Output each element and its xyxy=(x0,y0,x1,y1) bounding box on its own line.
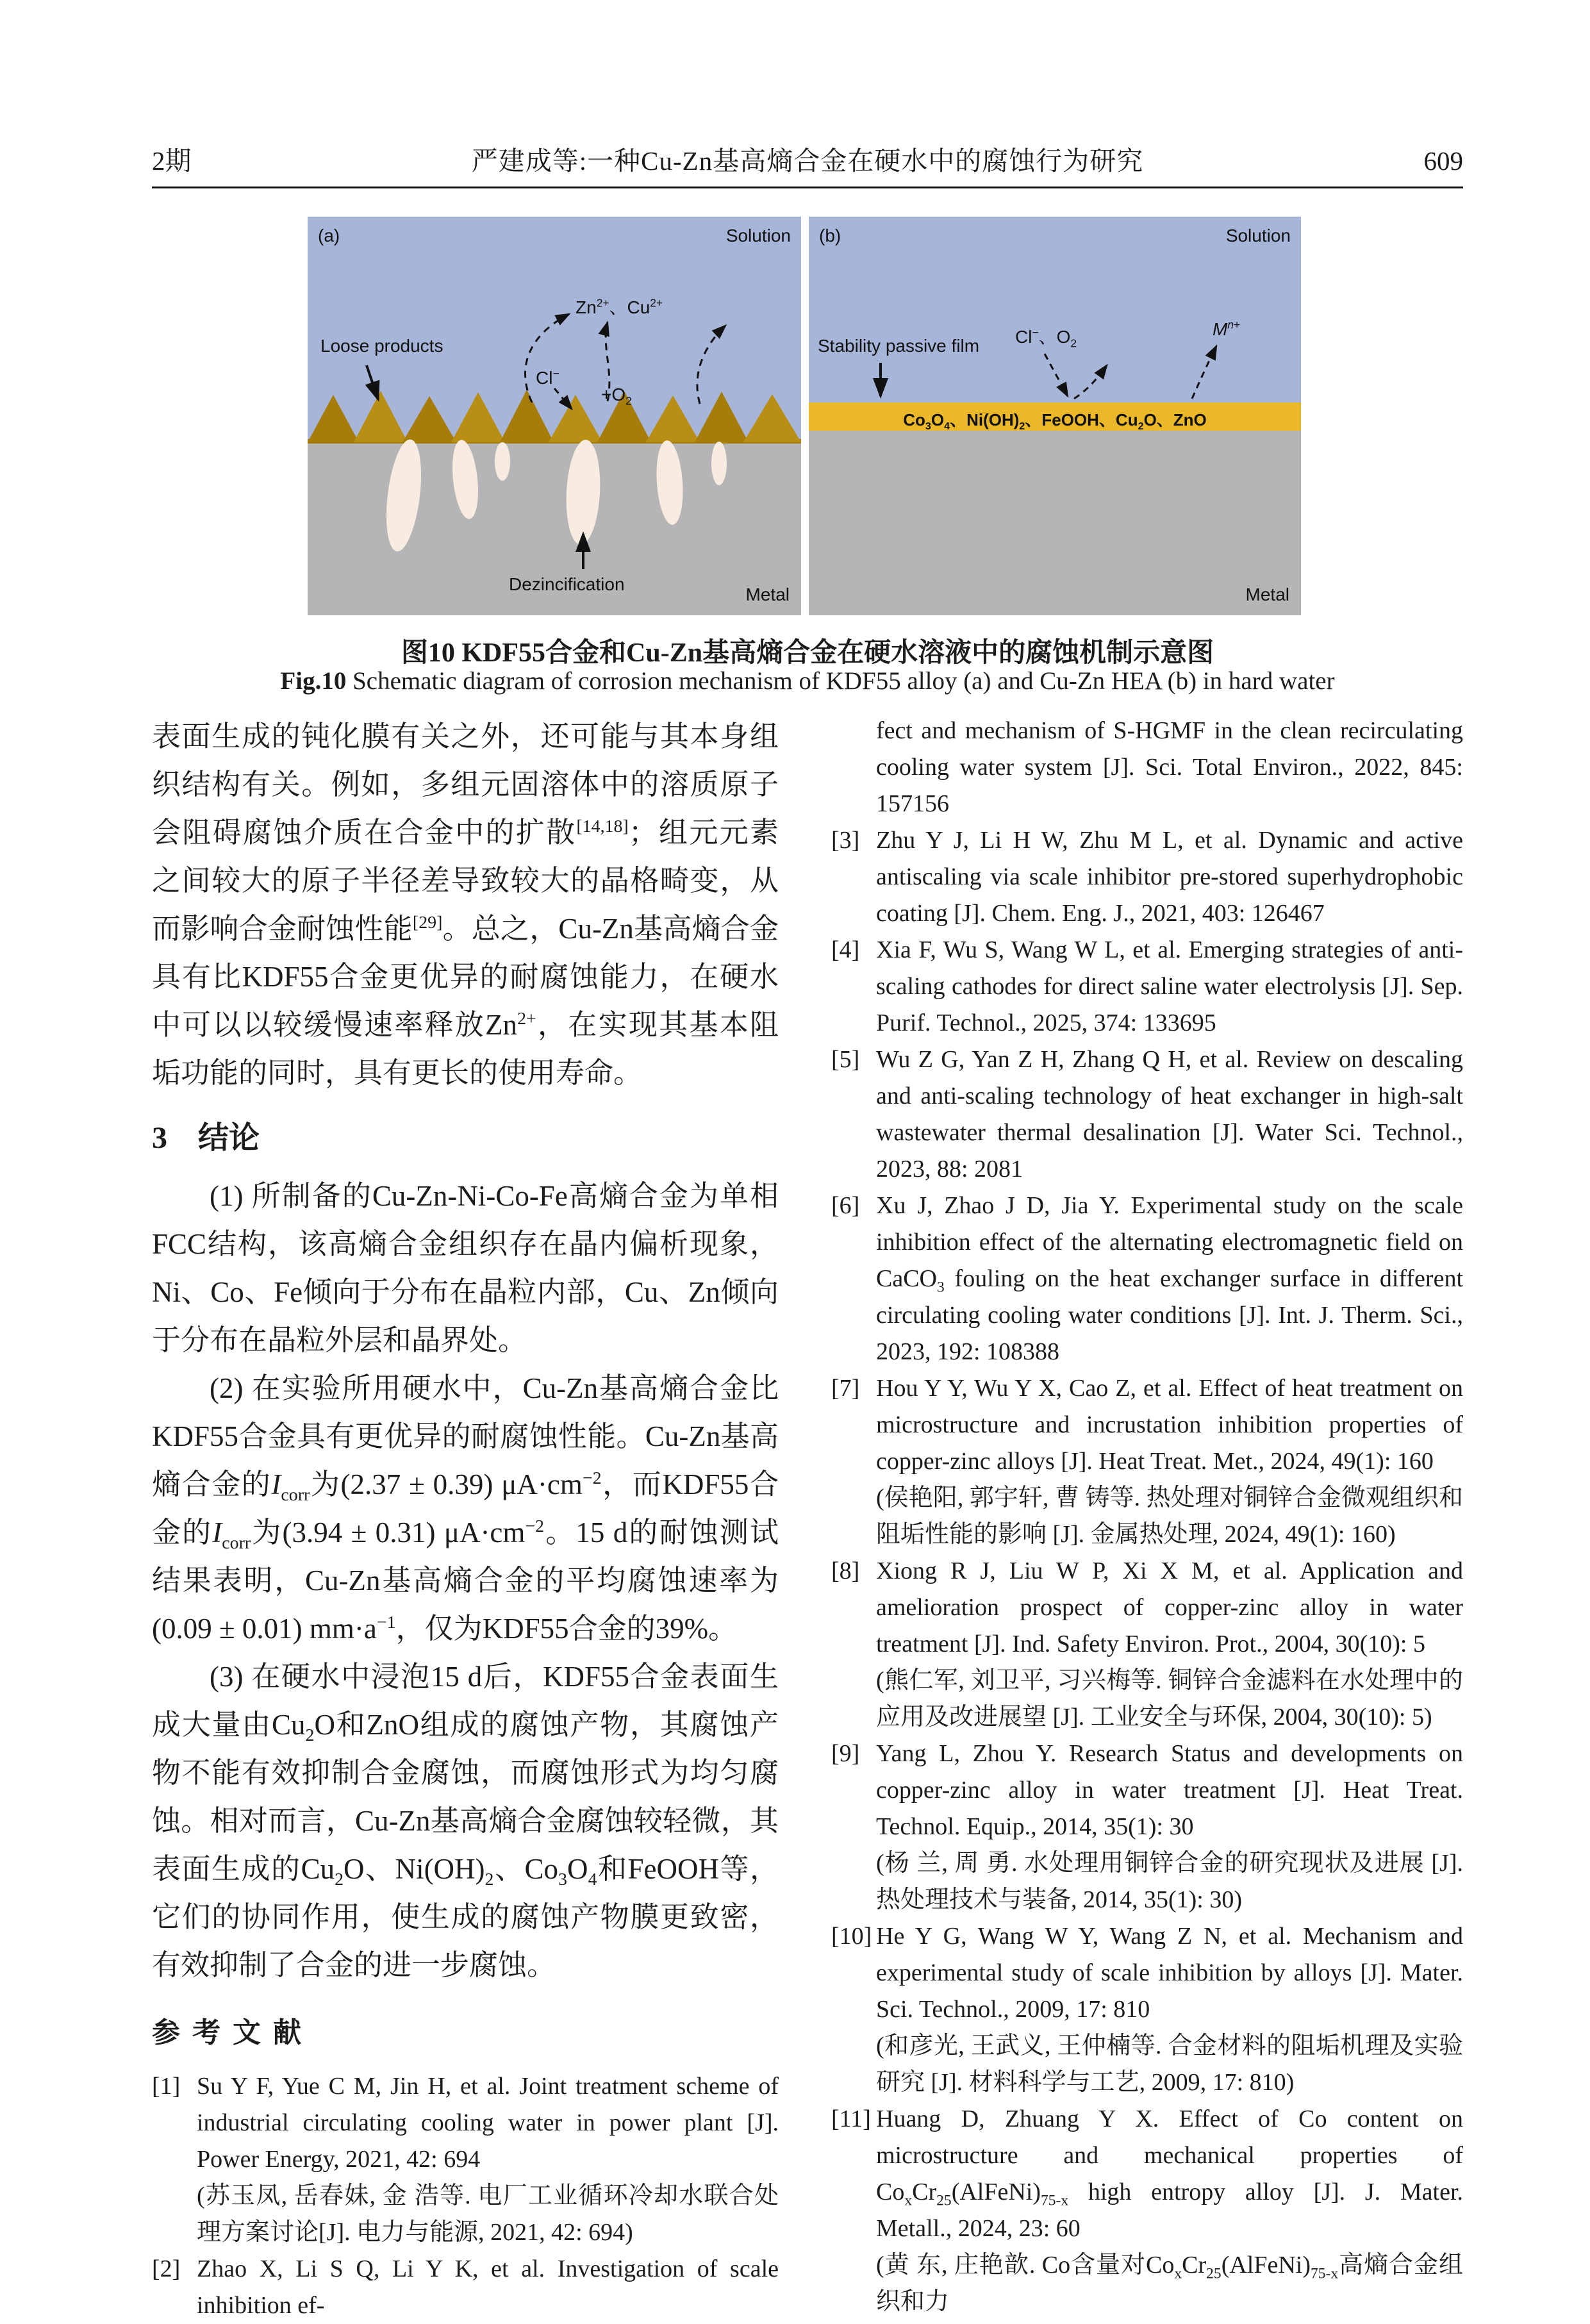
reference-item xyxy=(831,1188,1463,1370)
left-column xyxy=(152,713,779,2324)
metal-label: Metal xyxy=(745,585,790,604)
figure-caption-en xyxy=(152,667,1463,695)
passive-film-label: Stability passive film xyxy=(818,336,980,356)
reference-text-en: Wu Z G, Yan Z H, Zhang Q H, et al. Review on descaling and anti-scaling technology of heat exchanger in high-salt wastewater thermal desalination [J]. Water Sci. Technol., 2023, 88: 2081 xyxy=(876,1046,1463,1183)
reference-number: [1] xyxy=(152,2073,181,2100)
figure-10 xyxy=(308,217,1301,615)
solution-label: Solution xyxy=(1225,226,1291,245)
oxygen-label: $+O_2$ xyxy=(601,385,632,408)
references-heading: 参 考 文 献 xyxy=(152,2017,304,2048)
reference-body xyxy=(876,1553,1463,1736)
reference-number: [10] xyxy=(831,1923,872,1950)
conclusion-3: (3) 在硬水中浸泡15 d后，KDF55合金表面生成大量由$Cu_2O$和ZnO组成的腐蚀产物，其腐蚀产物不能有效抑制合金腐蚀，而腐蚀形式为均匀腐蚀。相对而言，Cu-Zn基高熵合金腐蚀较轻微，其表面生成的$Cu_2O$、$Ni(OH)_2$、$Co_3O_4$和FeOOH等，它们的协同作用，使生成的腐蚀产物膜更致密，有效抑制了合金的进一步腐蚀。 xyxy=(152,1661,779,1981)
reference-number: [3] xyxy=(831,827,860,854)
reference-body xyxy=(876,1370,1463,1553)
reference-text-zh: (熊仁军, 刘卫平, 习兴梅等. 铜锌合金滤料在水处理中的应用及改进展望 [J]. 工业安全与环保, 2004, 30(10): 5) xyxy=(876,1667,1463,1731)
reference-item xyxy=(152,2068,779,2251)
reference-text-zh: (和彦光, 王武义, 王仲楠等. 合金材料的阻垢机理及实验研究 [J]. 材料科学与工艺, 2009, 17: 810) xyxy=(876,2032,1463,2096)
reference-number: [5] xyxy=(831,1046,860,1073)
reference-item xyxy=(152,2251,779,2324)
reference-item xyxy=(831,713,1463,822)
page-number: 609 xyxy=(1423,146,1463,176)
released-ions-label: $Zn^{2+}$、$Cu^{2+}$ xyxy=(576,296,663,317)
reference-text-en: Xu J, Zhao J D, Jia Y. Experimental study on the scale inhibition effect of the alternating electromagnetic field on CaCO$_3$ fouling on the heat exchanger surface in different circulating cooling water conditions [J]. Int. J. Therm. Sci., 2023, 192: 108388 xyxy=(876,1192,1463,1365)
right-column xyxy=(831,713,1463,2320)
metal-label: Metal xyxy=(1245,585,1289,604)
page-header xyxy=(152,140,1463,178)
reference-number: [4] xyxy=(831,936,860,963)
panel-b-tag: (b) xyxy=(819,226,841,245)
reference-text-en: Xia F, Wu S, Wang W L, et al. Emerging strategies of anti-scaling cathodes for direct saline water electrolysis [J]. Sep. Purif. Technol., 2025, 374: 133695 xyxy=(876,936,1463,1036)
panel-a-drawing xyxy=(308,217,801,615)
solution-label: Solution xyxy=(725,226,791,245)
reference-text-en: Zhu Y J, Li H W, Zhu M L, et al. Dynamic and active antiscaling via scale inhibitor pre-stored superhydrophobic coating [J]. Chem. Eng. J., 2021, 403: 126467 xyxy=(876,827,1463,927)
reference-number xyxy=(831,713,876,822)
figure-caption-zh-text: KDF55合金和Cu-Zn基高熵合金在硬水溶液中的腐蚀机制示意图 xyxy=(454,638,1214,668)
reference-text-zh: (侯艳阳, 郭宇轩, 曹 铸等. 热处理对铜锌合金微观组织和阻垢性能的影响 [J]. 金属热处理, 2024, 49(1): 160) xyxy=(876,1484,1463,1548)
reference-item xyxy=(831,1553,1463,1736)
body-paragraph-continued: 表面生成的钝化膜有关之外，还可能与其本身组织结构有关。例如，多组元固溶体中的溶质原子会阻碍腐蚀介质在合金中的扩散[14,18]；组元元素之间较大的原子半径差导致较大的晶格畸变，从而影响合金耐蚀性能[29]。总之，Cu-Zn基高熵合金具有比KDF55合金更优异的耐腐蚀能力，在硬水中可以以较缓慢速率释放$Zn^{2+}$，在实现其基本阻垢功能的同时，具有更长的使用寿命。 xyxy=(152,720,779,1089)
reference-text-zh: (杨 兰, 周 勇. 水处理用铜锌合金的研究现状及进展 [J]. 热处理技术与装备, 2014, 35(1): 30) xyxy=(876,1850,1463,1913)
reference-text-en: Xiong R J, Liu W P, Xi X M, et al. Application and amelioration prospect of copper-zinc alloy in water treatment [J]. Ind. Safety Environ. Prot., 2004, 30(10): 5 xyxy=(876,1557,1463,1657)
running-title: 严建成等:一种Cu-Zn基高熵合金在硬水中的腐蚀行为研究 xyxy=(471,146,1144,176)
references-list-left xyxy=(152,2068,779,2324)
chloride-label: Cl− xyxy=(536,367,559,388)
reference-body xyxy=(876,1188,1463,1370)
reference-item xyxy=(831,1370,1463,1553)
figure-panel-b xyxy=(809,217,1301,615)
reference-number: [8] xyxy=(831,1557,860,1584)
reference-body xyxy=(197,2251,779,2324)
conclusion-1: (1) 所制备的Cu-Zn-Ni-Co-Fe高熵合金为单相FCC结构，该高熵合金组织存在晶内偏析现象，Ni、Co、Fe倾向于分布在晶粒内部，Cu、Zn倾向于分布在晶粒外层和晶界处。 xyxy=(152,1180,779,1356)
figure-caption-en-number: Fig.10 xyxy=(280,667,347,695)
reference-text-en: fect and mechanism of S-HGMF in the clean recirculating cooling water system [J]. Sci. Total Environ., 2022, 845: 157156 xyxy=(876,717,1463,817)
reference-body xyxy=(876,932,1463,1042)
references-list-right xyxy=(831,713,1463,2320)
corrosion-triangles xyxy=(308,390,801,442)
reference-item xyxy=(831,932,1463,1042)
reference-text-zh: (黄 东, 庄艳歆. Co含量对$Co_xCr_{25}(AlFeNi)_{75-x}$高熵合金组织和力 xyxy=(876,2252,1463,2315)
reference-body xyxy=(876,1918,1463,2101)
figure-panel-a xyxy=(308,217,801,615)
passive-film-composition: $Co_3O_4$、$Ni(OH)_2$、FeOOH、$Cu_2O$、ZnO xyxy=(903,410,1207,433)
reference-body xyxy=(197,2068,779,2251)
section-heading-conclusions: 3 结论 xyxy=(152,1121,260,1155)
reference-item xyxy=(831,1736,1463,1918)
dezincification-blobs xyxy=(381,438,727,554)
reference-item xyxy=(831,1042,1463,1188)
reference-body xyxy=(876,713,1463,822)
loose-products-label: Loose products xyxy=(320,336,443,356)
reference-text-en: Huang D, Zhuang Y X. Effect of Co content on microstructure and mechanical properties of $Co_xCr_{25}(AlFeNi)_{75-x}$ high entropy alloy [J]. J. Mater. Metall., 2024, 23: 60 xyxy=(876,2105,1463,2242)
reference-text-en: Zhao X, Li S Q, Li Y K, et al. Investigation of scale inhibition ef- xyxy=(197,2255,779,2319)
reference-body xyxy=(876,822,1463,932)
conclusion-2: (2) 在实验所用硬水中，Cu-Zn基高熵合金比KDF55合金具有更优异的耐腐蚀性能。Cu-Zn基高熵合金的$I_{corr}$为(2.37 ± 0.39) $\mu A\cdot cm^{-2}$，而KDF55合金的$I_{corr}$为(3.94 ± 0.31) $\mu A\cdot cm^{-2}$。15 d的耐蚀测试结果表明，Cu-Zn基高熵合金的平均腐蚀速率为(0.09 ± 0.01) $mm\cdot a^{-1}$，仅为KDF55合金的39%。 xyxy=(152,1372,779,1645)
figure-caption-zh-number: 图10 xyxy=(401,638,455,668)
reference-number: [2] xyxy=(152,2255,181,2282)
reference-text-en: Yang L, Zhou Y. Research Status and developments on copper-zinc alloy in water treatment [J]. Heat Treat. Technol. Equip., 2014, 35(1): 30 xyxy=(876,1740,1463,1840)
reference-text-en: Su Y F, Yue C M, Jin H, et al. Joint treatment scheme of industrial circulating cooling water in power plant [J]. Power Energy, 2021, 42: 694 xyxy=(197,2073,779,2173)
reference-text-zh: (苏玉凤, 岳春妹, 金 浩等. 电厂工业循环冷却水联合处理方案讨论[J]. 电力与能源, 2021, 42: 694) xyxy=(197,2182,779,2246)
reference-text-en: He Y G, Wang W Y, Wang Z N, et al. Mechanism and experimental study of scale inhibition by alloys [J]. Mater. Sci. Technol., 2009, 17: 810 xyxy=(876,1923,1463,2023)
journal-issue: 2期 xyxy=(152,146,192,176)
reference-item xyxy=(831,822,1463,932)
metal-ion-label: $M^{n+}$ xyxy=(1213,318,1241,339)
header-rule xyxy=(152,187,1463,188)
reference-body xyxy=(876,1736,1463,1918)
reference-number: [7] xyxy=(831,1375,860,1402)
reference-number: [6] xyxy=(831,1192,860,1219)
reference-number: [9] xyxy=(831,1740,860,1767)
reference-number: [11] xyxy=(831,2105,871,2132)
figure-caption-zh xyxy=(152,631,1463,670)
reference-text-en: Hou Y Y, Wu Y X, Cao Z, et al. Effect of heat treatment on microstructure and incrustation inhibition properties of copper-zinc alloys [J]. Heat Treat. Met., 2024, 49(1): 160 xyxy=(876,1375,1463,1475)
reference-body xyxy=(876,1042,1463,1188)
reference-body xyxy=(876,2101,1463,2320)
reference-item xyxy=(831,2101,1463,2320)
chloride-oxygen-label: Cl−、$O_2$ xyxy=(1015,326,1077,350)
figure-caption-en-text: Schematic diagram of corrosion mechanism of KDF55 alloy (a) and Cu-Zn HEA (b) in hard water xyxy=(346,667,1335,695)
reference-item xyxy=(831,1918,1463,2101)
dezincification-label: Dezincification xyxy=(509,574,625,594)
panel-a-tag: (a) xyxy=(318,226,340,245)
